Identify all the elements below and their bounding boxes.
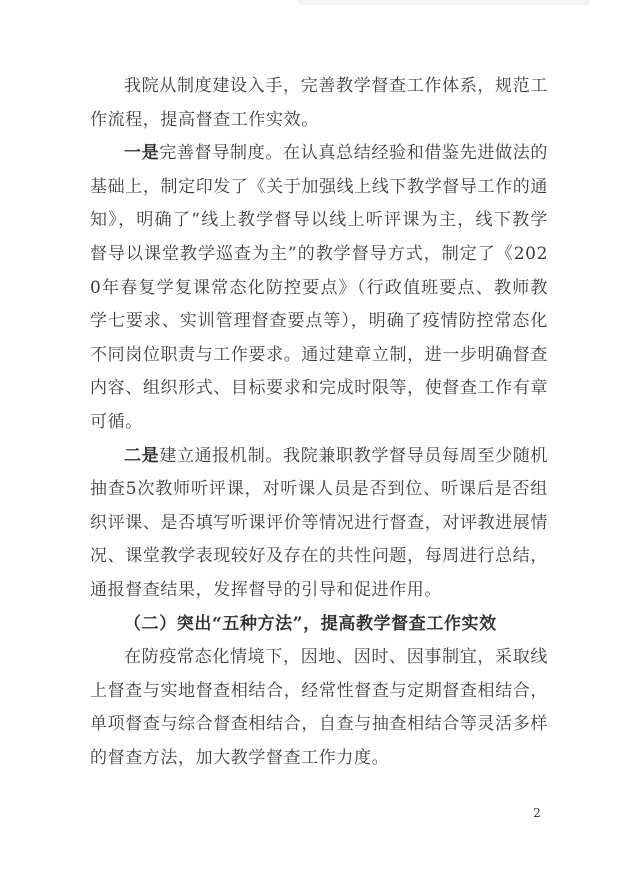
document-page-body: [90, 70, 548, 775]
paragraph-text: （二）突出“五种方法”，提高教学督查工作实效: [124, 613, 497, 634]
paragraph: [90, 137, 548, 439]
paragraph-lead: 一是: [124, 143, 160, 164]
page-number: 2: [533, 806, 541, 820]
paragraph: [90, 70, 548, 137]
paragraph-text: 在防疫常态化情境下，因地、因时、因事制宜，采取线上督查与实地督查相结合，经常性督查与定期督查相结合，单项督查与综合督查相结合，自查与抽查相结合等灵活多样的督查方法，加大教学督查工作力度。: [90, 647, 548, 768]
paragraph: [90, 641, 548, 775]
paragraph: [90, 440, 548, 608]
paragraph-lead: 二是: [124, 445, 160, 466]
paragraph-text: 我院从制度建设入手，完善教学督查工作体系，规范工作流程，提高督查工作实效。: [90, 76, 548, 130]
paragraph-text: 完善督导制度。在认真总结经验和借鉴先进做法的基础上，制定印发了《关于加强线上线下教学督导工作的通知》，明确了“线上教学督导以线上听评课为主，线下教学督导以课堂教学巡查为主”的教学督导方式，制定了《2020年春复学复课常态化防控要点》（行政值班要点、教师教学七要求、实训管理督查要点等），明确了疫情防控常态化不同岗位职责与工作要求。通过建章立制，进一步明确督查内容、组织形式、目标要求和完成时限等，使督查工作有章可循。: [90, 143, 548, 432]
section-heading: [90, 608, 548, 642]
top-shadow-bar: [299, 0, 590, 5]
paragraph-text: 建立通报机制。我院兼职教学督导员每周至少随机抽查5次教师听评课，对听课人员是否到位、听课后是否组织评课、是否填写听课评价等情况进行督查，对评教进展情况、课堂教学表现较好及存在的共性问题，每周进行总结，通报督查结果，发挥督导的引导和促进作用。: [90, 445, 548, 600]
